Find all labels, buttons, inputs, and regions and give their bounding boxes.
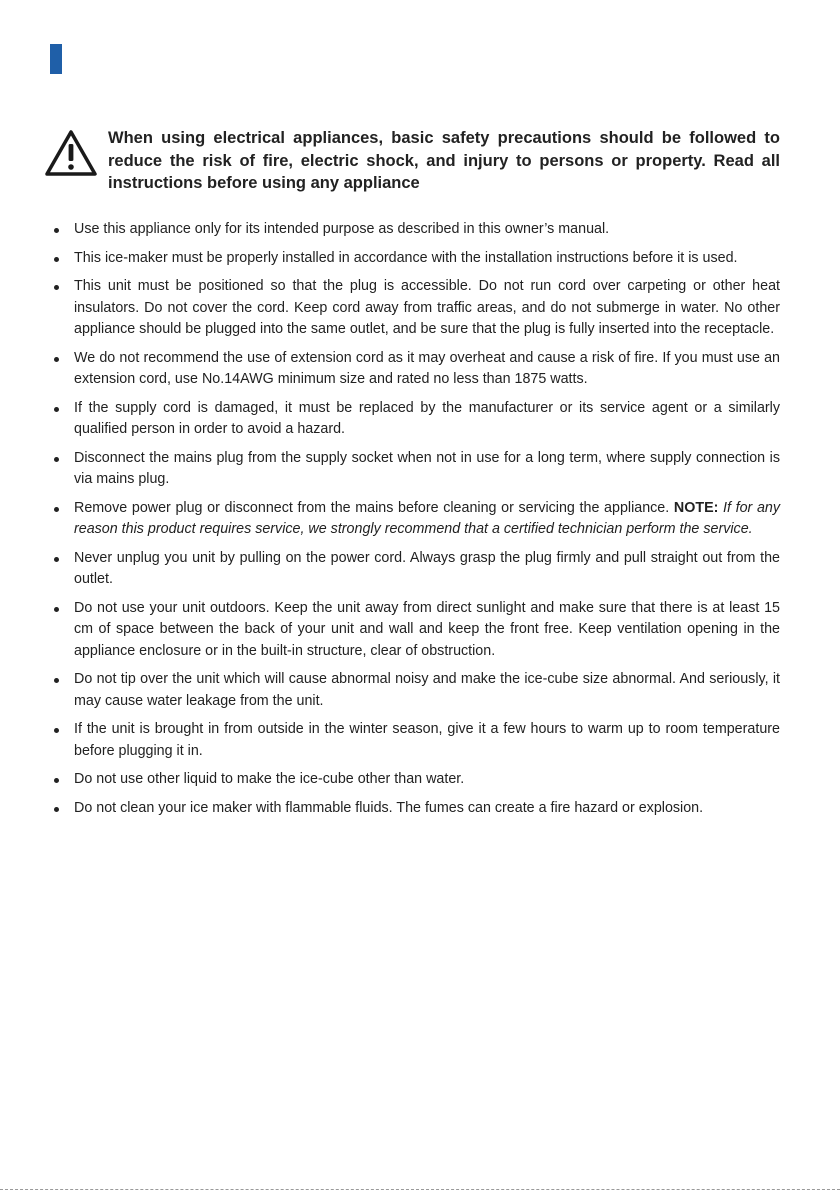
list-item-text: If the supply cord is damaged, it must be replaced by the manufacturer or its service agent or a similarly qualified person in order to avoid a hazard. — [74, 399, 780, 437]
section-heading-bar — [50, 44, 62, 74]
warning-triangle-icon — [44, 129, 98, 177]
list-item — [50, 798, 780, 820]
list-item-text: Use this appliance only for its intended purpose as described in this owner’s manual. — [74, 221, 610, 237]
safety-warning — [44, 127, 784, 197]
list-item-with-note — [50, 498, 780, 541]
list-item — [50, 248, 780, 270]
warning-text: When using electrical appliances, basic safety precautions should be followed to reduce the risk of fire, electric shock, and injury to persons or property. Read all instructions before using any appliance — [108, 129, 780, 192]
bullet-icon — [54, 778, 59, 783]
list-item — [50, 398, 780, 441]
list-item-text: Disconnect the mains plug from the supply socket when not in use for a long term, where supply connection is via mains plug. — [74, 449, 780, 487]
bullet-icon — [54, 678, 59, 683]
list-item-text: Do not clean your ice maker with flammable fluids. The fumes can create a fire hazard or explosion. — [74, 799, 704, 816]
list-item-text: Do not use your unit outdoors. Keep the unit away from direct sunlight and make sure that there is at least 15 cm of space between the back of your unit and wall and keep the front free. Keep ventilation opening in the appliance enclosure or in the built-in structure, clear of obstruction. — [74, 599, 780, 659]
list-item-text: This unit must be positioned so that the plug is accessible. Do not run cord over carpeting or other heat insulators. Do not cover the cord. Keep cord away from traffic areas, and do not submerge in water. No other appliance should be plugged into the same outlet, and be sure that the plug is fully inserted into the receptacle. — [74, 278, 780, 337]
bullet-icon — [54, 457, 59, 462]
bullet-icon — [54, 557, 59, 562]
list-item-text: We do not recommend the use of extension cord as it may overheat and cause a risk of fire. If you must use an extension cord, use No.14AWG minimum size and rated no less than 1875 watts. — [74, 349, 780, 387]
note-label: NOTE: — [673, 499, 719, 516]
list-item — [50, 448, 780, 491]
safety-instructions-list — [50, 219, 780, 826]
bullet-icon — [54, 285, 59, 290]
note-text: If for any reason this product requires service, we strongly recommend that a certified technician perform the service. — [74, 499, 780, 537]
page-bottom-divider — [0, 1189, 840, 1190]
list-item-text: Do not use other liquid to make the ice-cube other than water. — [74, 771, 465, 787]
list-item — [50, 548, 780, 591]
bullet-icon — [54, 607, 59, 612]
list-item — [50, 598, 780, 663]
list-item — [50, 769, 780, 791]
list-item — [50, 276, 780, 341]
bullet-icon — [54, 728, 59, 733]
list-item-text: Do not tip over the unit which will cause abnormal noisy and make the ice-cube size abnormal. And seriously, it may cause water leakage from the unit. — [74, 671, 780, 709]
list-item-text: Remove power plug or disconnect from the mains before cleaning or servicing the appliance. — [74, 499, 674, 516]
list-item — [50, 669, 780, 712]
list-item — [50, 719, 780, 762]
bullet-icon — [54, 257, 59, 262]
bullet-icon — [54, 407, 59, 412]
list-item-text: If the unit is brought in from outside in the winter season, give it a few hours to warm up to room temperature before plugging it in. — [74, 721, 780, 759]
list-item — [50, 348, 780, 391]
list-item — [50, 219, 780, 241]
list-item-text: Never unplug you unit by pulling on the power cord. Always grasp the plug firmly and pull straight out from the outlet. — [74, 549, 780, 587]
bullet-icon — [54, 807, 59, 812]
list-item-text: This ice-maker must be properly installed in accordance with the installation instructions before it is used. — [74, 249, 738, 266]
bullet-icon — [54, 507, 59, 512]
bullet-icon — [54, 357, 59, 362]
bullet-icon — [54, 228, 59, 233]
